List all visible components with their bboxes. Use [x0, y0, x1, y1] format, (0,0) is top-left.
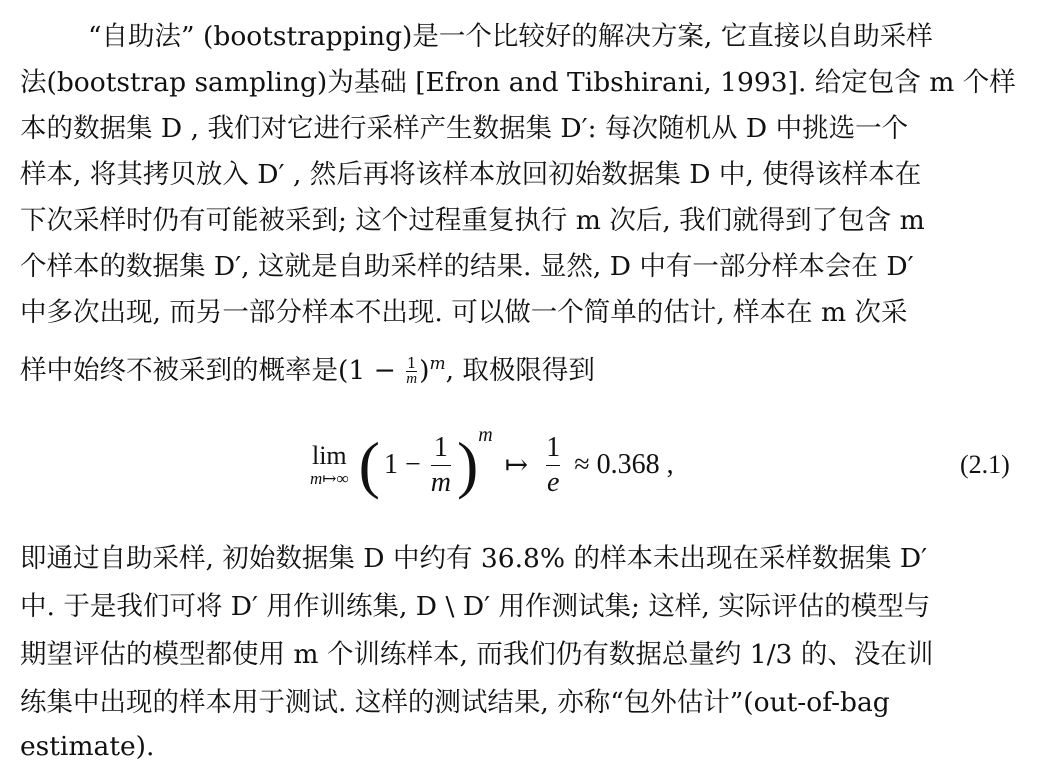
paragraph1-line-8 — [20, 345, 1022, 390]
eq-rhs-numerator: 1 — [546, 431, 561, 463]
lim-word: lim — [311, 441, 347, 470]
eq-rhs-fraction — [546, 431, 560, 500]
eq-maps-to: ↦ — [504, 450, 529, 481]
probability-text: 样中始终不被采到的概率是 — [20, 354, 338, 386]
inline-close-paren: ) — [419, 354, 430, 386]
eq-exponent: m — [478, 424, 493, 446]
eq-one-minus: 1 − — [383, 449, 421, 480]
eq-fraction-denominator: m — [430, 466, 451, 498]
inline-fraction — [406, 356, 417, 387]
limit-operator — [310, 442, 349, 488]
eq-open-paren: ( — [358, 429, 380, 500]
paragraph1-line-5: 下次采样时仍有可能被采到; 这个过程重复执行 m 次后, 我们就得到了包含 m — [20, 205, 925, 236]
paragraph2-line-1: 即通过自助采样, 初始数据集 D 中约有 36.8% 的样本未出现在采样数据集 D′ — [20, 543, 928, 574]
paragraph1-line-2: 法(bootstrap sampling)为基础 [Efron and Tibshirani, 1993]. 给定包含 m 个样 — [20, 67, 1016, 98]
paragraph2-line-3: 期望评估的模型都使用 m 个训练样本, 而我们仍有数据总量约 1/3 的、没在训 — [20, 639, 934, 670]
lim-subscript: m↦∞ — [310, 469, 349, 488]
eq-fraction — [431, 431, 451, 500]
inline-exponent: m — [429, 354, 446, 374]
paragraph1-line-7: 中多次出现, 而另一部分样本不出现. 可以做一个简单的估计, 样本在 m 次采 — [20, 297, 908, 328]
paragraph1-line-1: “自助法” (bootstrapping)是一个比较好的解决方案, 它直接以自助采样 — [88, 21, 933, 52]
equation-number: (2.1) — [960, 450, 1010, 479]
eq-approx-value: ≈ 0.368 , — [574, 449, 674, 480]
paragraph2-line-4: 练集中出现的样本用于测试. 这样的测试结果, 亦称“包外估计”(out-of-bag — [20, 687, 890, 718]
paragraph2-line-2: 中. 于是我们可将 D′ 用作训练集, D \ D′ 用作测试集; 这样, 实际评估的模型与 — [20, 591, 931, 622]
limit-lead-text: , 取极限得到 — [445, 354, 595, 386]
eq-close-paren: ) — [456, 429, 479, 500]
inline-fraction-denominator: m — [406, 371, 418, 388]
inline-open-paren: (1 − — [338, 354, 405, 386]
paragraph2-line-5: estimate). — [20, 731, 155, 762]
paragraph1-line-3: 本的数据集 D , 我们对它进行采样产生数据集 D′: 每次随机从 D 中挑选一个 — [20, 113, 909, 144]
paragraph1-line-6: 个样本的数据集 D′, 这就是自助采样的结果. 显然, D 中有一部分样本会在 D′ — [20, 251, 914, 282]
eq-fraction-numerator: 1 — [433, 431, 448, 463]
inline-fraction-numerator: 1 — [406, 354, 417, 373]
eq-rhs-denominator: e — [547, 466, 560, 498]
equation-2-1 — [310, 420, 674, 510]
paragraph1-line-4: 样本, 将其拷贝放入 D′ , 然后再将该样本放回初始数据集 D 中, 使得该样本在 — [20, 159, 922, 190]
